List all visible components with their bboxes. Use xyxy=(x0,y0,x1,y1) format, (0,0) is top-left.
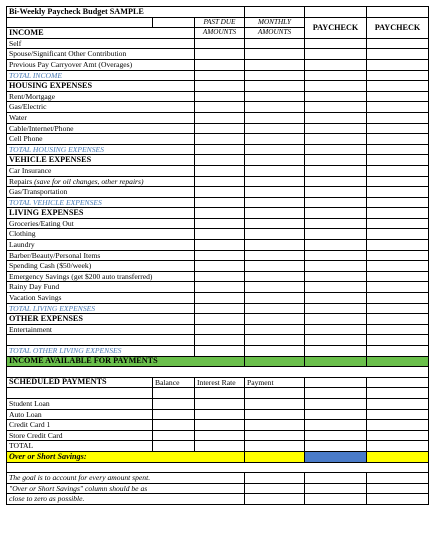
income-available-label: INCOME AVAILABLE FOR PAYMENTS xyxy=(7,356,245,367)
row-label: Clothing xyxy=(7,229,195,240)
table-row xyxy=(7,314,429,325)
scheduled-header: SCHEDULED PAYMENTS xyxy=(7,377,153,388)
note-row xyxy=(7,494,429,505)
monthly-header: MONTHLY xyxy=(245,17,305,28)
other-header: OTHER EXPENSES xyxy=(7,314,195,325)
past-due-header-2: AMOUNTS xyxy=(195,28,245,39)
table-row xyxy=(7,208,429,219)
row-label: Rainy Day Fund xyxy=(7,282,195,293)
living-rows xyxy=(7,208,429,314)
row-label: Vacation Savings xyxy=(7,293,195,304)
table-row xyxy=(7,303,429,314)
row-label: Store Credit Card xyxy=(7,430,153,441)
table-row xyxy=(7,240,429,251)
note-row xyxy=(7,473,429,484)
paycheck-2-header: PAYCHECK xyxy=(367,17,429,38)
row-label: Auto Loan xyxy=(7,409,153,420)
income-rows xyxy=(7,38,429,80)
spacer-row xyxy=(7,388,429,399)
row-label: Groceries/Eating Out xyxy=(7,218,195,229)
row-label: Car Insurance xyxy=(7,165,195,176)
vehicle-rows xyxy=(7,155,429,208)
row-label: Spending Cash ($50/week) xyxy=(7,261,195,272)
table-row xyxy=(7,81,429,92)
table-row xyxy=(7,70,429,81)
table-row xyxy=(7,335,429,346)
column-header-row xyxy=(7,17,429,28)
income-header: INCOME xyxy=(7,28,195,39)
row-label: Water xyxy=(7,112,195,123)
table-row xyxy=(7,398,429,409)
spacer-row xyxy=(7,462,429,473)
interest-rate-header: Interest Rate xyxy=(195,377,245,388)
total-income-label: TOTAL INCOME xyxy=(7,70,195,81)
table-row xyxy=(7,261,429,272)
row-label: Gas/Electric xyxy=(7,102,195,113)
table-row xyxy=(7,38,429,49)
over-short-paycheck-1[interactable] xyxy=(305,451,367,462)
row-label: Credit Card 1 xyxy=(7,420,153,431)
note-line: The goal is to account for every amount spent. xyxy=(7,473,245,484)
paycheck-1-header: PAYCHECK xyxy=(305,17,367,38)
table-row xyxy=(7,134,429,145)
living-header: LIVING EXPENSES xyxy=(7,208,195,219)
total-housing-label: TOTAL HOUSING EXPENSES xyxy=(7,144,195,155)
table-row xyxy=(7,282,429,293)
row-label: Barber/Beauty/Personal Items xyxy=(7,250,195,261)
row-label: Rent/Mortgage xyxy=(7,91,195,102)
budget-sheet xyxy=(6,6,429,505)
scheduled-rows xyxy=(7,398,429,451)
spacer-row xyxy=(7,367,429,378)
sheet-title: Bi-Weekly Paycheck Budget SAMPLE xyxy=(7,7,245,18)
title-row xyxy=(7,7,429,18)
table-row xyxy=(7,250,429,261)
row-label: Cell Phone xyxy=(7,134,195,145)
row-label: Cable/Internet/Phone xyxy=(7,123,195,134)
table-row xyxy=(7,144,429,155)
scheduled-total-label: TOTAL xyxy=(7,441,153,452)
table-row xyxy=(7,123,429,134)
table-row xyxy=(7,409,429,420)
row-label: Laundry xyxy=(7,240,195,251)
row-label: Student Loan xyxy=(7,398,153,409)
table-row xyxy=(7,187,429,198)
scheduled-header-row xyxy=(7,377,429,388)
row-label: Emergency Savings (get $200 auto transferred) xyxy=(7,271,195,282)
row-label: Gas/Transportation xyxy=(7,187,195,198)
housing-header: HOUSING EXPENSES xyxy=(7,81,195,92)
over-short-label: Over or Short Savings: xyxy=(7,451,245,462)
other-rows xyxy=(7,314,429,356)
row-label: Spouse/Significant Other Contribution xyxy=(7,49,195,60)
table-row xyxy=(7,430,429,441)
monthly-header-2: AMOUNTS xyxy=(245,28,305,39)
table-row xyxy=(7,271,429,282)
total-other-label: TOTAL OTHER LIVING EXPENSES xyxy=(7,346,195,357)
housing-rows xyxy=(7,81,429,155)
total-vehicle-label: TOTAL VEHICLE EXPENSES xyxy=(7,197,195,208)
table-row xyxy=(7,165,429,176)
table-row xyxy=(7,176,429,187)
table-row xyxy=(7,49,429,60)
repairs-label: Repairs (save for oil changes, other repairs) xyxy=(7,176,195,187)
table-row xyxy=(7,155,429,166)
table-row xyxy=(7,441,429,452)
table-row xyxy=(7,324,429,335)
row-label: Entertainment xyxy=(7,324,195,335)
table-row xyxy=(7,91,429,102)
table-row xyxy=(7,346,429,357)
row-label: Previous Pay Carryover Amt (Overages) xyxy=(7,59,195,70)
vehicle-header: VEHICLE EXPENSES xyxy=(7,155,195,166)
table-row xyxy=(7,102,429,113)
table-row xyxy=(7,420,429,431)
payment-header: Payment xyxy=(245,377,305,388)
table-row xyxy=(7,218,429,229)
table-row xyxy=(7,59,429,70)
repairs-note: (save for oil changes, other repairs) xyxy=(34,176,144,186)
note-line: "Over or Short Savings" column should be as xyxy=(7,483,245,494)
table-row xyxy=(7,229,429,240)
note-line: close to zero as possible. xyxy=(7,494,245,505)
past-due-header: PAST DUE xyxy=(195,17,245,28)
row-label: Self xyxy=(7,38,195,49)
income-available-row xyxy=(7,356,429,367)
over-short-row xyxy=(7,451,429,462)
table-row xyxy=(7,197,429,208)
balance-header: Balance xyxy=(153,377,195,388)
note-row xyxy=(7,483,429,494)
table-row xyxy=(7,293,429,304)
total-living-label: TOTAL LIVING EXPENSES xyxy=(7,303,195,314)
table-row xyxy=(7,112,429,123)
